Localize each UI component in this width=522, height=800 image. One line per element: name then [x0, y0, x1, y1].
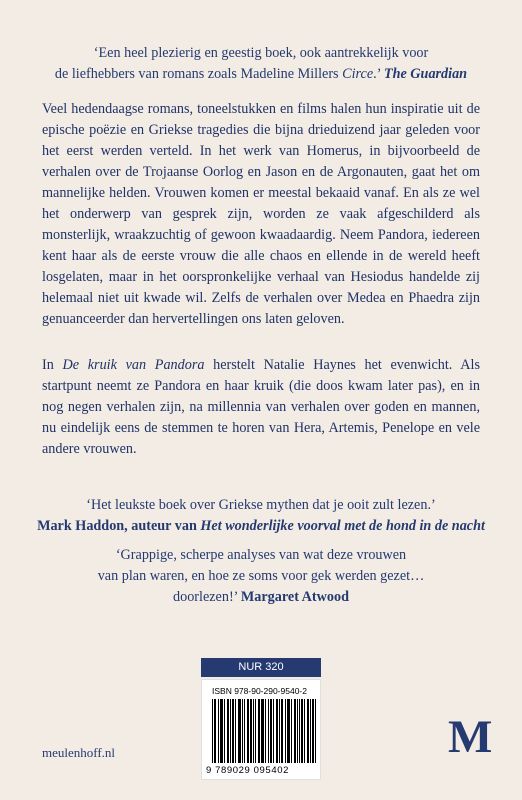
isbn-text: ISBN 978-90-290-9540-2: [212, 686, 307, 696]
publisher-website: meulenhoff.nl: [42, 745, 116, 760]
barcode-bar: [289, 699, 290, 763]
quote-line: ‘Een heel plezierig en geestig boek, ook aantrekkelijk voor: [93, 45, 429, 61]
cover-quote-guardian: [0, 43, 522, 85]
barcode-icon: [212, 699, 316, 763]
book-title-circe: Circe: [342, 66, 374, 82]
paragraph-text: herstelt Natalie Haynes het evenwicht. Als startpunt neemt ze Pandora en haar kruik (die doos kwam later pas), en in nog negen verhalen zijn, na millennia van verhalen over goden en mannen, nu eindelijk eens de stemmen te horen van Hera, Artemis, Penelope en vele andere vrouwen.: [42, 357, 480, 457]
barcode-bar: [255, 699, 256, 763]
quote-line: ‘Het leukste boek over Griekse mythen dat je ooit zult lezen.’: [86, 497, 436, 513]
barcode-bar: [238, 699, 239, 763]
barcode-bar: [288, 699, 289, 763]
barcode-bar: [301, 699, 302, 763]
barcode-digits: 9 789029 095402: [206, 765, 289, 776]
quote-text: de liefhebbers van romans zoals Madeline Millers: [54, 66, 343, 82]
nur-label: NUR 320: [201, 658, 321, 677]
barcode-bar: [227, 699, 228, 763]
barcode-bar: [297, 699, 298, 763]
barcode-bar: [233, 699, 234, 763]
barcode-bar: [230, 699, 231, 763]
barcode-bar: [242, 699, 243, 763]
barcode-bar: [270, 699, 271, 763]
barcode-bar: [261, 699, 262, 763]
barcode-bar: [281, 699, 282, 763]
barcode-bar: [287, 699, 288, 763]
barcode-bar: [299, 699, 300, 763]
barcode-bar: [248, 699, 249, 763]
barcode-bar: [220, 699, 221, 763]
barcode-bar: [285, 699, 286, 763]
barcode-bar: [235, 699, 236, 763]
barcode-bar: [302, 699, 303, 763]
attribution-author: Mark Haddon, auteur van: [37, 518, 201, 534]
barcode-bar: [304, 699, 305, 763]
barcode-bar: [228, 699, 229, 763]
barcode-bar: [214, 699, 215, 763]
quote-line: van plan waren, en hoe ze soms voor gek werden gezet…: [97, 568, 425, 584]
quote-text: .’: [373, 66, 384, 82]
barcode-bar: [291, 699, 292, 763]
barcode-bar: [282, 699, 283, 763]
quote-line: [0, 64, 522, 85]
barcode-bar: [215, 699, 216, 763]
barcode-bar: [239, 699, 240, 763]
barcode-bar: [251, 699, 252, 763]
barcode-bar: [253, 699, 254, 763]
barcode-bar: [294, 699, 295, 763]
barcode-bar: [212, 699, 213, 763]
barcode-bar: [262, 699, 263, 763]
quote-line: [0, 587, 522, 608]
isbn-barcode: [201, 679, 321, 780]
barcode-bar: [250, 699, 251, 763]
barcode-bar: [218, 699, 219, 763]
publisher-logo: M: [448, 711, 493, 763]
barcode-bar: [273, 699, 274, 763]
attribution-book: Het wonderlijke voorval met de hond in de nacht: [200, 518, 485, 534]
barcode-bar: [259, 699, 260, 763]
barcode-bar: [277, 699, 278, 763]
barcode-bar: [295, 699, 296, 763]
barcode-bar: [313, 699, 314, 763]
blurb-paragraph-1: Veel hedendaagse romans, toneelstukken en films halen hun inspiratie uit de epische poëzie en Griekse tragedies die bijna drieduizend jaar geleden voor het eerst werden verteld. In het werk van Homerus, in bijvoorbeeld de verhalen over de Trojaanse Oorlog en Jason en de Argonauten, gaat het om mannelijke helden. Vrouwen komen er meestal bekaaid vanaf. En als ze wel het onderwerp van gesprek zijn, worden ze vaak afgeschilderd als monsterlijk, wraakzuchtig of gewoon kwaadaardig. Neem Pandora, iedereen kent haar als de eerste vrouw die alle chaos en ellende in de wereld heeft losgelaten, maar in het oorspronkelijke verhaal van Hesiodus handelde zij helemaal niet uit kwade wil. Zelfs de verhalen over Medea en Phaedra zijn genuanceerder dan hervertellingen ons laten geloven.: [42, 101, 480, 327]
barcode-bar: [263, 699, 264, 763]
book-title: De kruik van Pandora: [62, 357, 205, 373]
quote-attribution: The Guardian: [383, 66, 468, 82]
barcode-bar: [244, 699, 245, 763]
barcode-bar: [271, 699, 272, 763]
barcode-bar: [310, 699, 311, 763]
barcode-bar: [276, 699, 277, 763]
barcode-bar: [307, 699, 308, 763]
barcode-bar: [265, 699, 266, 763]
quote-attribution: [0, 516, 522, 537]
barcode-bar: [312, 699, 313, 763]
cover-quote-haddon: [0, 495, 522, 537]
cover-quote-atwood: [0, 545, 522, 608]
quote-text: doorlezen!’: [173, 589, 241, 605]
barcode-bar: [222, 699, 223, 763]
quote-attribution: Margaret Atwood: [240, 589, 349, 605]
barcode-bar: [315, 699, 316, 763]
barcode-bar: [258, 699, 259, 763]
barcode-bar: [247, 699, 248, 763]
barcode-bar: [268, 699, 269, 763]
paragraph-text: In: [42, 357, 63, 373]
blurb-paragraph-2: [42, 355, 480, 460]
barcode-bar: [232, 699, 233, 763]
barcode-bar: [221, 699, 222, 763]
quote-line: ‘Grappige, scherpe analyses van wat deze vrouwen: [115, 547, 407, 563]
barcode-bar: [224, 699, 225, 763]
barcode-bar: [308, 699, 309, 763]
barcode-bar: [240, 699, 241, 763]
barcode-bar: [279, 699, 280, 763]
